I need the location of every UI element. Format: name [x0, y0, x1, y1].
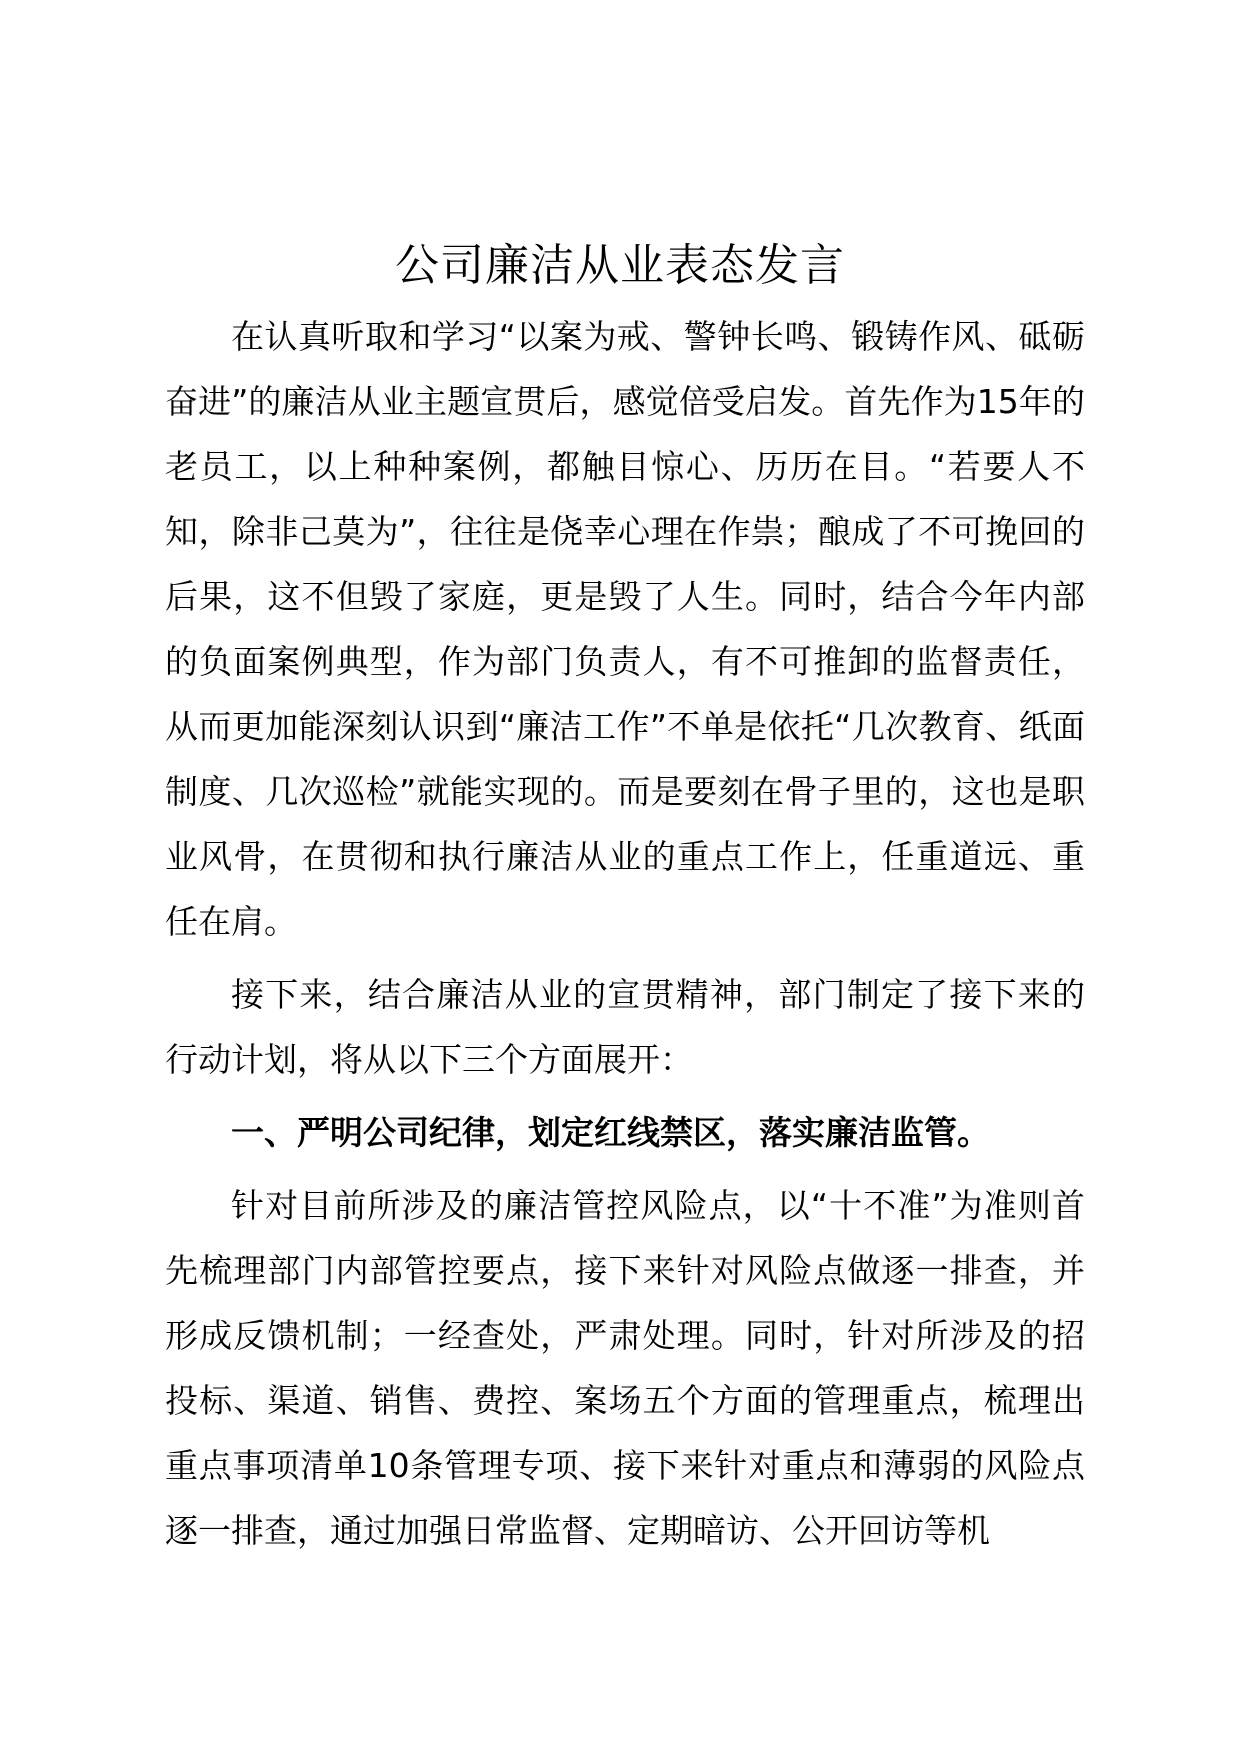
- section-heading-one: 一、严明公司纪律，划定红线禁区，落实廉洁监管。: [231, 1113, 990, 1152]
- paragraph-intro: 在认真听取和学习“以案为戒、警钟长鸣、锻铸作风、砥砺奋进”的廉洁从业主题宣贯后，感觉倍受启发。首先作为15年的老员工，以上种种案例，都触目惊心、历历在目。“若要人不知，除非己莫为”，往往是侥幸心理在作祟；酿成了不可挽回的后果，这不但毁了家庭，更是毁了人生。同时，结合今年内部的负面案例典型，作为部门负责人，有不可推卸的监督责任，从而更加能深刻认识到“廉洁工作”不单是依托“几次教育、纸面制度、几次巡检”就能实现的。而是要刻在骨子里的，这也是职业风骨，在贯彻和执行廉洁从业的重点工作上，任重道远、重任在肩。: [165, 317, 1085, 941]
- paragraph-section-one: 针对目前所涉及的廉洁管控风险点，以“十不准”为准则首先梳理部门内部管控要点，接下来针对风险点做逐一排查，并形成反馈机制；一经查处，严肃处理。同时，针对所涉及的招投标、渠道、销售、费控、案场五个方面的管理重点，梳理出重点事项清单10条管理专项、接下来针对重点和薄弱的风险点逐一排查，通过加强日常监督、定期暗访、公开回访等机: [165, 1186, 1085, 1550]
- paragraph-action-plan: 接下来，结合廉洁从业的宣贯精神，部门制定了接下来的行动计划，将从以下三个方面展开：: [165, 975, 1085, 1079]
- document-body: [165, 304, 1085, 1563]
- document-title: 公司廉洁从业表态发言: [395, 240, 845, 291]
